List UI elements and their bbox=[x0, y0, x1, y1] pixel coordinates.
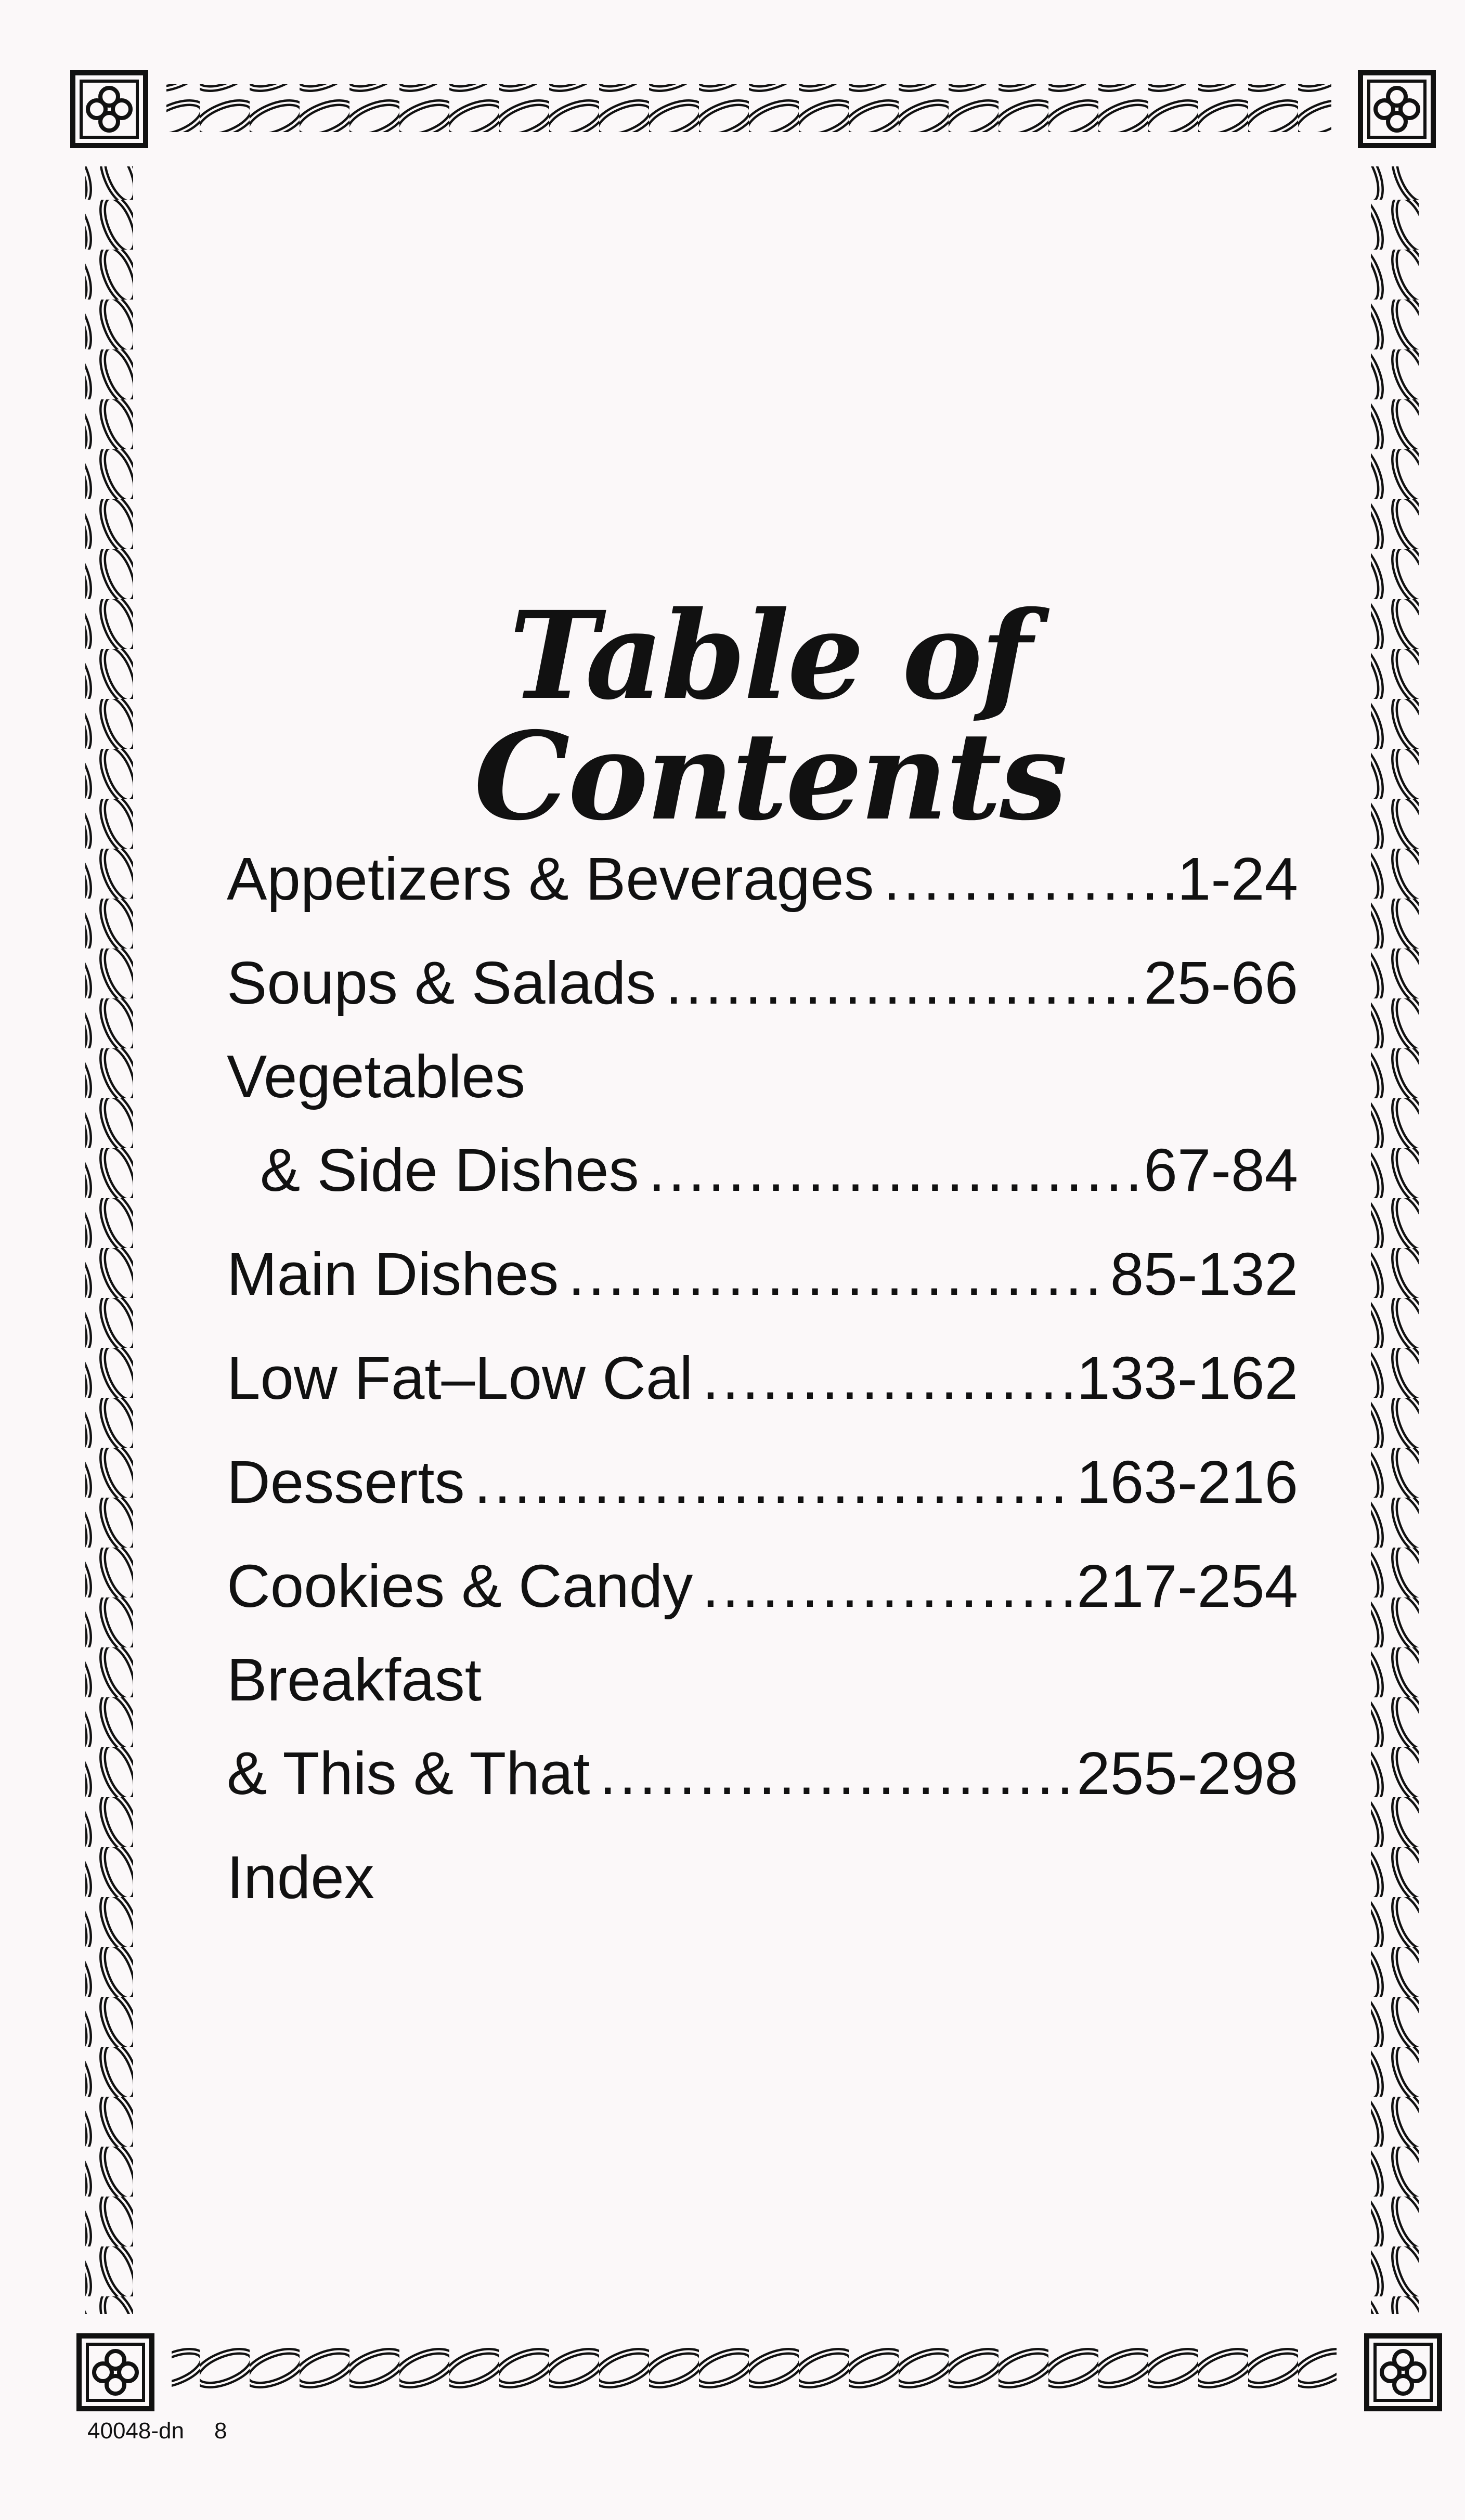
toc-entry-label: & This & That bbox=[227, 1739, 590, 1807]
toc-entry-label: Index bbox=[227, 1843, 374, 1911]
dot-leader bbox=[883, 827, 1174, 931]
toc-entry-soups bbox=[227, 931, 1298, 1035]
toc-entry-cookies bbox=[227, 1534, 1298, 1638]
toc-entry-vegetables bbox=[227, 1035, 1298, 1222]
footer-code: 40048-dn bbox=[87, 2418, 184, 2444]
toc-entry-pages: 67-84 bbox=[1144, 1136, 1298, 1204]
toc-entry-main-dishes bbox=[227, 1222, 1298, 1326]
toc-entry-appetizers bbox=[227, 827, 1298, 931]
toc-entry-pages: 85-132 bbox=[1110, 1240, 1298, 1308]
toc-entry-pages: 217-254 bbox=[1077, 1552, 1298, 1620]
toc-entry-label: Main Dishes bbox=[227, 1240, 559, 1308]
footer-page-number: 8 bbox=[214, 2418, 227, 2444]
toc-entry-pages: 133-162 bbox=[1077, 1344, 1298, 1412]
toc-entry-label: Desserts bbox=[227, 1448, 465, 1516]
dot-leader bbox=[702, 1534, 1073, 1638]
toc-entry-index bbox=[227, 1825, 1298, 1929]
dot-leader bbox=[600, 1721, 1074, 1825]
dot-leader bbox=[649, 1118, 1141, 1222]
toc-entry-desserts bbox=[227, 1430, 1298, 1534]
dot-leader bbox=[568, 1222, 1107, 1326]
toc-entry-label: & Side Dishes bbox=[260, 1136, 639, 1204]
toc-entry-low-fat bbox=[227, 1326, 1298, 1430]
page-footer bbox=[87, 2418, 257, 2444]
toc-entry-label-line1: Breakfast bbox=[227, 1646, 482, 1713]
dot-leader bbox=[702, 1326, 1073, 1430]
toc-entry-pages: 255-298 bbox=[1077, 1739, 1298, 1807]
table-of-contents bbox=[227, 827, 1298, 1929]
toc-entry-breakfast bbox=[227, 1638, 1298, 1825]
toc-entry-pages: 1-24 bbox=[1177, 845, 1298, 913]
toc-entry-label: Soups & Salads bbox=[227, 949, 656, 1017]
toc-entry-pages: 25-66 bbox=[1144, 949, 1298, 1017]
dot-leader bbox=[474, 1430, 1074, 1534]
toc-entry-pages: 163-216 bbox=[1077, 1448, 1298, 1516]
toc-entry-label: Appetizers & Beverages bbox=[227, 845, 874, 913]
toc-entry-label: Cookies & Candy bbox=[227, 1552, 693, 1620]
toc-entry-label-line1: Vegetables bbox=[227, 1043, 526, 1110]
page-title: Table of Contents bbox=[474, 584, 1066, 847]
toc-entry-label: Low Fat–Low Cal bbox=[227, 1344, 693, 1412]
dot-leader bbox=[665, 931, 1140, 1035]
